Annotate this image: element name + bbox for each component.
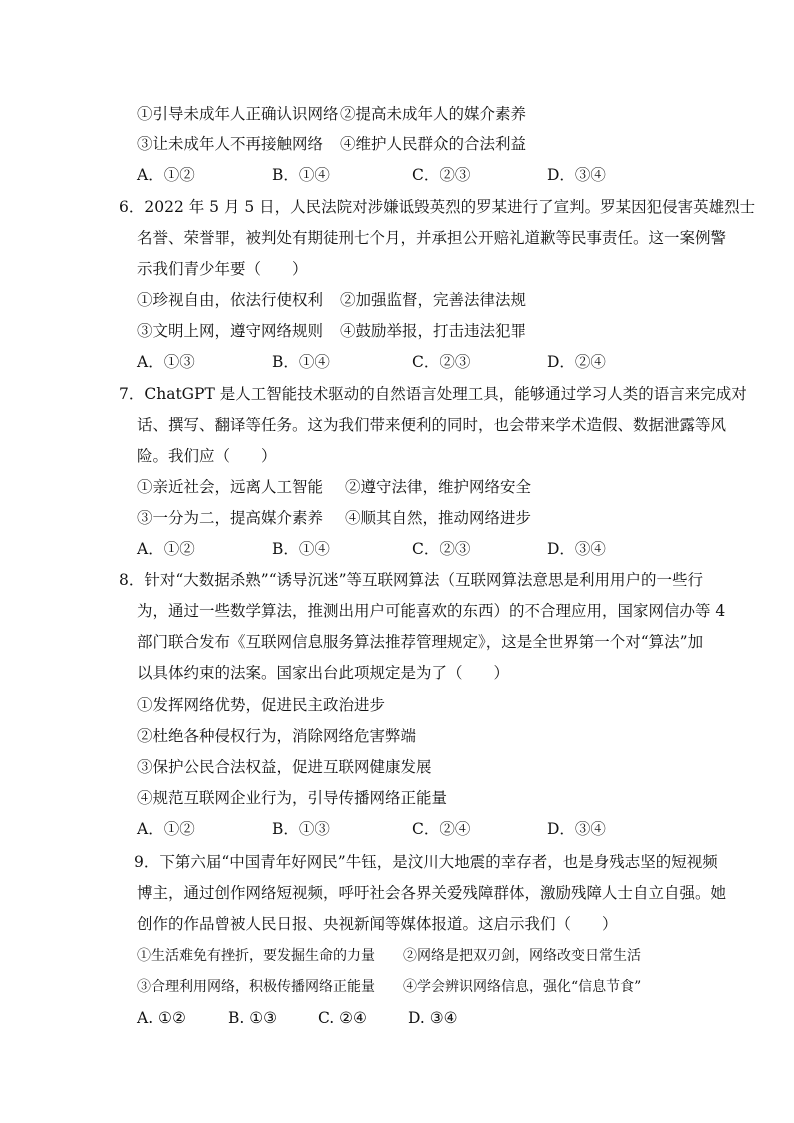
q8-item-2: ②杜绝各种侵权行为，消除网络危害弊端 [137, 727, 417, 745]
q7-stem-line-2: 话、撰写、翻译等任务。这为我们带来便利的同时，也会带来学术造假、数据泄露等风 [137, 416, 727, 434]
q7-stem-line-1: 7．ChatGPT 是人工智能技术驱动的自然语言处理工具，能够通过学习人类的语言来完成对 [119, 385, 747, 403]
q6-item-3: ③文明上网，遵守网络规则 [137, 322, 324, 340]
q5-item-1: ①引导未成年人正确认识网络 [137, 105, 339, 123]
q7-item-3: ③一分为二，提高媒介素养 [137, 509, 324, 527]
q9-item-3: ③合理利用网络，积极传播网络正能量 [137, 979, 375, 995]
q7-item-1: ①亲近社会，远离人工智能 [137, 478, 324, 496]
q5-option-a: A．①② [137, 166, 195, 184]
q9-stem-line-2: 博主，通过创作网络短视频，呼吁社会各界关爱残障群体，激励残障人士自立自强。她 [137, 884, 727, 902]
q6-stem-line-3: 示我们青少年要（ ） [137, 260, 308, 278]
q8-stem-line-4: 以具体约束的法案。国家出台此项规定是为了（ ） [137, 664, 510, 682]
q7-option-b: B．①④ [272, 540, 330, 558]
q8-option-b: B．①③ [272, 820, 330, 838]
q6-option-c: C．②③ [412, 353, 471, 371]
q6-item-4: ④鼓励举报，打击违法犯罪 [340, 322, 527, 340]
q9-stem-line-1: 9．下第六届“中国青年好网民”牛钰，是汶川大地震的幸存者，也是身残志坚的短视频 [134, 853, 718, 871]
q5-option-c: C．②③ [412, 166, 471, 184]
q8-option-a: A．①② [137, 820, 195, 838]
q5-option-b: B．①④ [272, 166, 330, 184]
q7-option-c: C．②③ [412, 540, 471, 558]
q7-item-2: ②遵守法律，维护网络安全 [345, 478, 532, 496]
q8-option-d: D．③④ [547, 820, 606, 838]
q7-option-d: D．③④ [547, 540, 606, 558]
q8-item-1: ①发挥网络优势，促进民主政治进步 [137, 696, 386, 714]
q9-option-c: C. ②④ [318, 1009, 367, 1027]
q9-item-1: ①生活难免有挫折，要发掘生命的力量 [137, 948, 375, 964]
q6-stem-line-2: 名誉、荣誉罪，被判处有期徒刑七个月，并承担公开赔礼道歉等民事责任。这一案例警 [137, 229, 727, 247]
q5-item-2: ②提高未成年人的媒介素养 [340, 105, 527, 123]
q6-stem-line-1: 6．2022 年 5 月 5 日，人民法院对涉嫌诋毁英烈的罗某进行了宣判。罗某因犯侵害英雄烈士 [119, 198, 756, 216]
q8-item-4: ④规范互联网企业行为，引导传播网络正能量 [137, 789, 448, 807]
q6-option-a: A．①③ [137, 353, 195, 371]
q9-item-4: ④学会辨识网络信息，强化“信息节食” [403, 979, 642, 995]
q9-option-a: A. ①② [137, 1009, 186, 1027]
q8-item-3: ③保护公民合法权益，促进互联网健康发展 [137, 758, 432, 776]
q7-option-a: A．①② [137, 540, 195, 558]
q5-item-4: ④维护人民群众的合法利益 [340, 135, 527, 153]
q7-stem-line-3: 险。我们应（ ） [137, 447, 277, 465]
q9-item-2: ②网络是把双刃剑，网络改变日常生活 [403, 948, 641, 964]
q9-option-d: D. ③④ [408, 1009, 458, 1027]
q9-option-b: B. ①③ [228, 1009, 278, 1027]
q6-item-1: ①珍视自由，依法行使权利 [137, 291, 324, 309]
q7-item-4: ④顺其自然，推动网络进步 [345, 509, 532, 527]
q9-stem-line-3: 创作的作品曾被人民日报、央视新闻等媒体报道。这启示我们（ ） [137, 915, 618, 933]
q6-option-d: D．②④ [547, 353, 606, 371]
q8-stem-line-2: 为，通过一些数学算法，推测出用户可能喜欢的东西）的不合理应用，国家网信办等 4 [137, 602, 726, 620]
q5-item-3: ③让未成年人不再接触网络 [137, 135, 324, 153]
q8-stem-line-3: 部门联合发布《互联网信息服务算法推荐管理规定》，这是全世界第一个对“算法”加 [137, 633, 704, 651]
q6-option-b: B．①④ [272, 353, 330, 371]
q6-item-2: ②加强监督，完善法律法规 [340, 291, 527, 309]
q8-option-c: C．②④ [412, 820, 471, 838]
q5-option-d: D．③④ [547, 166, 606, 184]
q8-stem-line-1: 8．针对“大数据杀熟”“诱导沉迷”等互联网算法（互联网算法意思是利用用户的一些行 [119, 571, 704, 589]
